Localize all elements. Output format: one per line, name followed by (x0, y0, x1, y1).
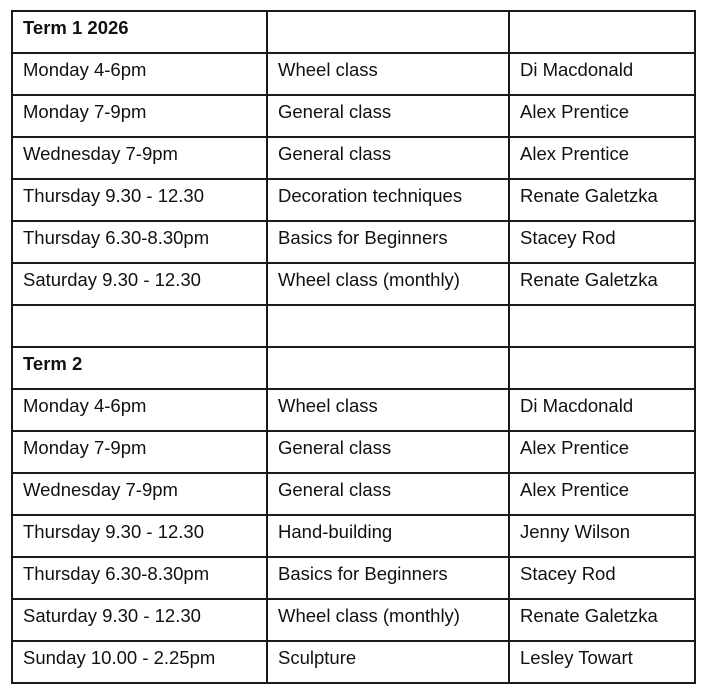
class-time: Sunday 10.00 - 2.25pm (23, 647, 216, 668)
term-title: Term 1 2026 (23, 17, 129, 38)
class-time: Thursday 6.30-8.30pm (23, 227, 210, 248)
time-cell (12, 263, 267, 305)
empty-cell (509, 305, 695, 347)
table-row (12, 179, 695, 221)
class-time: Wednesday 7-9pm (23, 479, 178, 500)
tutor-name: Alex Prentice (520, 479, 629, 500)
tutor-name: Alex Prentice (520, 437, 629, 458)
tutor-cell (509, 263, 695, 305)
empty-cell (267, 11, 509, 53)
term-heading-row (12, 347, 695, 389)
class-name: Basics for Beginners (278, 563, 448, 584)
time-cell (12, 557, 267, 599)
empty-cell (12, 305, 267, 347)
tutor-cell (509, 221, 695, 263)
class-cell (267, 641, 509, 683)
class-name: General class (278, 437, 392, 458)
table-row (12, 53, 695, 95)
class-time: Saturday 9.30 - 12.30 (23, 605, 201, 626)
tutor-cell (509, 557, 695, 599)
tutor-cell (509, 95, 695, 137)
time-cell (12, 137, 267, 179)
blank-row (12, 305, 695, 347)
time-cell (12, 53, 267, 95)
class-name: Wheel class (monthly) (278, 269, 460, 290)
class-cell (267, 557, 509, 599)
tutor-cell (509, 179, 695, 221)
class-name: General class (278, 101, 392, 122)
time-cell (12, 641, 267, 683)
class-name: Hand-building (278, 521, 393, 542)
tutor-cell (509, 641, 695, 683)
tutor-name: Jenny Wilson (520, 521, 631, 542)
class-cell (267, 389, 509, 431)
term-title-cell (12, 11, 267, 53)
class-cell (267, 599, 509, 641)
class-name: Sculpture (278, 647, 357, 668)
empty-cell (509, 347, 695, 389)
class-cell (267, 263, 509, 305)
class-name: Decoration techniques (278, 185, 463, 206)
class-time: Saturday 9.30 - 12.30 (23, 269, 201, 290)
tutor-name: Stacey Rod (520, 227, 616, 248)
empty-cell (267, 347, 509, 389)
table-row (12, 95, 695, 137)
empty-cell (267, 305, 509, 347)
tutor-name: Di Macdonald (520, 59, 634, 80)
empty-cell (509, 11, 695, 53)
term-title: Term 2 (23, 353, 83, 374)
class-name: Wheel class (monthly) (278, 605, 460, 626)
time-cell (12, 221, 267, 263)
table-row (12, 431, 695, 473)
class-name: General class (278, 143, 392, 164)
class-cell (267, 431, 509, 473)
table-row (12, 137, 695, 179)
table-row (12, 221, 695, 263)
table-row (12, 641, 695, 683)
time-cell (12, 473, 267, 515)
term-heading-row (12, 11, 695, 53)
class-cell (267, 53, 509, 95)
class-time: Monday 4-6pm (23, 395, 147, 416)
tutor-cell (509, 473, 695, 515)
class-name: Wheel class (278, 395, 378, 416)
table-row (12, 473, 695, 515)
tutor-name: Alex Prentice (520, 101, 629, 122)
tutor-cell (509, 389, 695, 431)
class-cell (267, 137, 509, 179)
class-name: General class (278, 479, 392, 500)
table-row (12, 557, 695, 599)
time-cell (12, 515, 267, 557)
class-schedule-table (11, 10, 696, 684)
table-row (12, 389, 695, 431)
class-time: Thursday 9.30 - 12.30 (23, 521, 204, 542)
class-time: Monday 7-9pm (23, 101, 147, 122)
class-time: Wednesday 7-9pm (23, 143, 178, 164)
tutor-name: Alex Prentice (520, 143, 629, 164)
time-cell (12, 389, 267, 431)
tutor-cell (509, 599, 695, 641)
tutor-name: Lesley Towart (520, 647, 633, 668)
class-name: Basics for Beginners (278, 227, 448, 248)
class-time: Thursday 9.30 - 12.30 (23, 185, 204, 206)
tutor-cell (509, 137, 695, 179)
table-row (12, 515, 695, 557)
class-name: Wheel class (278, 59, 378, 80)
table-row (12, 599, 695, 641)
tutor-name: Di Macdonald (520, 395, 634, 416)
tutor-cell (509, 431, 695, 473)
time-cell (12, 431, 267, 473)
time-cell (12, 95, 267, 137)
term-title-cell (12, 347, 267, 389)
tutor-cell (509, 53, 695, 95)
tutor-name: Renate Galetzka (520, 605, 658, 626)
class-cell (267, 473, 509, 515)
class-time: Thursday 6.30-8.30pm (23, 563, 210, 584)
table-row (12, 263, 695, 305)
tutor-name: Renate Galetzka (520, 185, 658, 206)
class-cell (267, 221, 509, 263)
time-cell (12, 599, 267, 641)
time-cell (12, 179, 267, 221)
class-cell (267, 515, 509, 557)
class-cell (267, 179, 509, 221)
class-cell (267, 95, 509, 137)
class-time: Monday 7-9pm (23, 437, 147, 458)
tutor-name: Renate Galetzka (520, 269, 658, 290)
tutor-name: Stacey Rod (520, 563, 616, 584)
tutor-cell (509, 515, 695, 557)
class-time: Monday 4-6pm (23, 59, 147, 80)
